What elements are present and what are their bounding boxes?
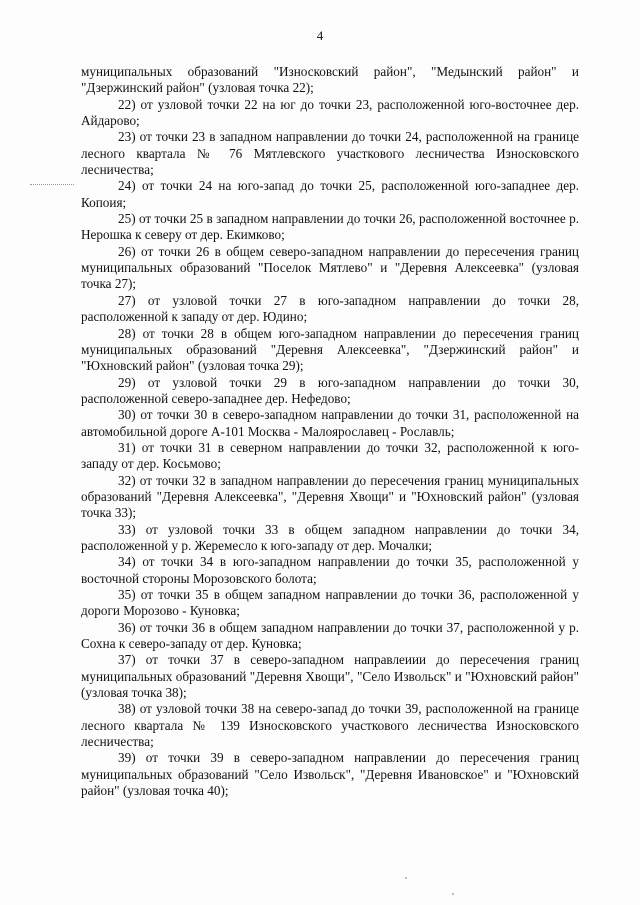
paragraph-item-31: 31) от точки 31 в северном направлении до точки 32, расположенной к юго-западу от дер. Косьмово; — [81, 439, 579, 472]
paragraph-continuation: муниципальных образований "Износковский район", "Медынский район" и "Дзержинский район" (узловая точка 22); — [81, 64, 579, 96]
page-number: 4 — [316, 28, 324, 43]
paragraph-item-36: 36) от точки 36 в общем западном направлении до точки 37, расположенной у р. Сохна к северо-западу от дер. Куновка; — [81, 619, 579, 652]
paragraph-item-24: 24) от точки 24 на юго-запад до точки 25, расположенной юго-западнее дер. Копоия; — [81, 178, 579, 210]
paragraph-item-29: 29) от узловой точки 29 в юго-западном направлении до точки 30, расположенной северо-западнее дер. Нефедово; — [81, 374, 579, 406]
paragraph-item-26: 26) от точки 26 в общем северо-западном направлении до пересечения границ муниципальных образований "Поселок Мятлево" и "Деревня Алексеевка" (узловая точка 27); — [81, 243, 579, 292]
paragraph-item-38: 38) от узловой точки 38 на северо-запад до точки 39, расположенной на границе лесного квартала № 139 Износковского участкового лесничества Износковского лесничества; — [81, 701, 579, 750]
scan-speck — [452, 893, 454, 895]
scan-speck — [405, 877, 407, 879]
paragraph-item-34: 34) от точки 34 в юго-западном направлении до точки 35, расположенной у восточной стороны Морозовского болота; — [81, 554, 579, 586]
paragraph-item-23: 23) от точки 23 в западном направлении до точки 24, расположенной на границе лесного квартала № 76 Мятлевского участкового лесничества Износковского лесничества; — [81, 129, 579, 178]
margin-scan-artifact — [30, 184, 74, 187]
paragraph-item-30: 30) от точки 30 в северо-западном направлении до точки 31, расположенной на автомобильной дороге А-101 Москва - Малоярославец - Рославль; — [81, 407, 579, 439]
paragraph-item-39: 39) от точки 39 в северо-западном направлении до пересечения границ муниципальных образований "Село Извольск", "Деревня Ивановское" и "Юхновский район" (узловая точка 40); — [81, 750, 579, 799]
paragraph-item-27: 27) от узловой точки 27 в юго-западном направлении до точки 28, расположенной к западу от дер. Юдино; — [81, 292, 579, 325]
paragraph-item-37: 37) от точки 37 в северо-западном направлеиии до пересечения границ муниципальных образований "Деревня Хвощи", "Село Извольск" и "Юхновский район" (узловая точка 38); — [81, 652, 579, 701]
paragraph-item-28: 28) от точки 28 в общем юго-западном направлении до пересечения границ муниципальных образований "Деревня Алексеевка", "Дзержинский район" и "Юхновский район" (узловая точка 29); — [81, 325, 579, 374]
paragraph-item-32: 32) от точки 32 в западном направлении до пересечения границ муниципальных образований "Деревня Алексеевка", "Деревня Хвощи" и "Юхновский район" (узловая точка 33); — [81, 472, 579, 521]
paragraph-item-25: 25) от точки 25 в западном направлении до точки 26, расположенной восточнее р. Нерошка к северу от дер. Екимково; — [81, 211, 579, 243]
paragraph-item-33: 33) от узловой точки 33 в общем западном направлении до точки 34, расположенной у р. Жеремесло к юго-западу от дер. Мочалки; — [81, 521, 579, 553]
paragraph-item-35: 35) от точки 35 в общем западном направлении до точки 36, расположенной у дороги Морозово - Куновка; — [81, 587, 579, 619]
paragraph-item-22: 22) от узловой точки 22 на юг до точки 23, расположенной юго-восточнее дер. Айдарово; — [81, 96, 579, 129]
document-body — [81, 64, 579, 799]
